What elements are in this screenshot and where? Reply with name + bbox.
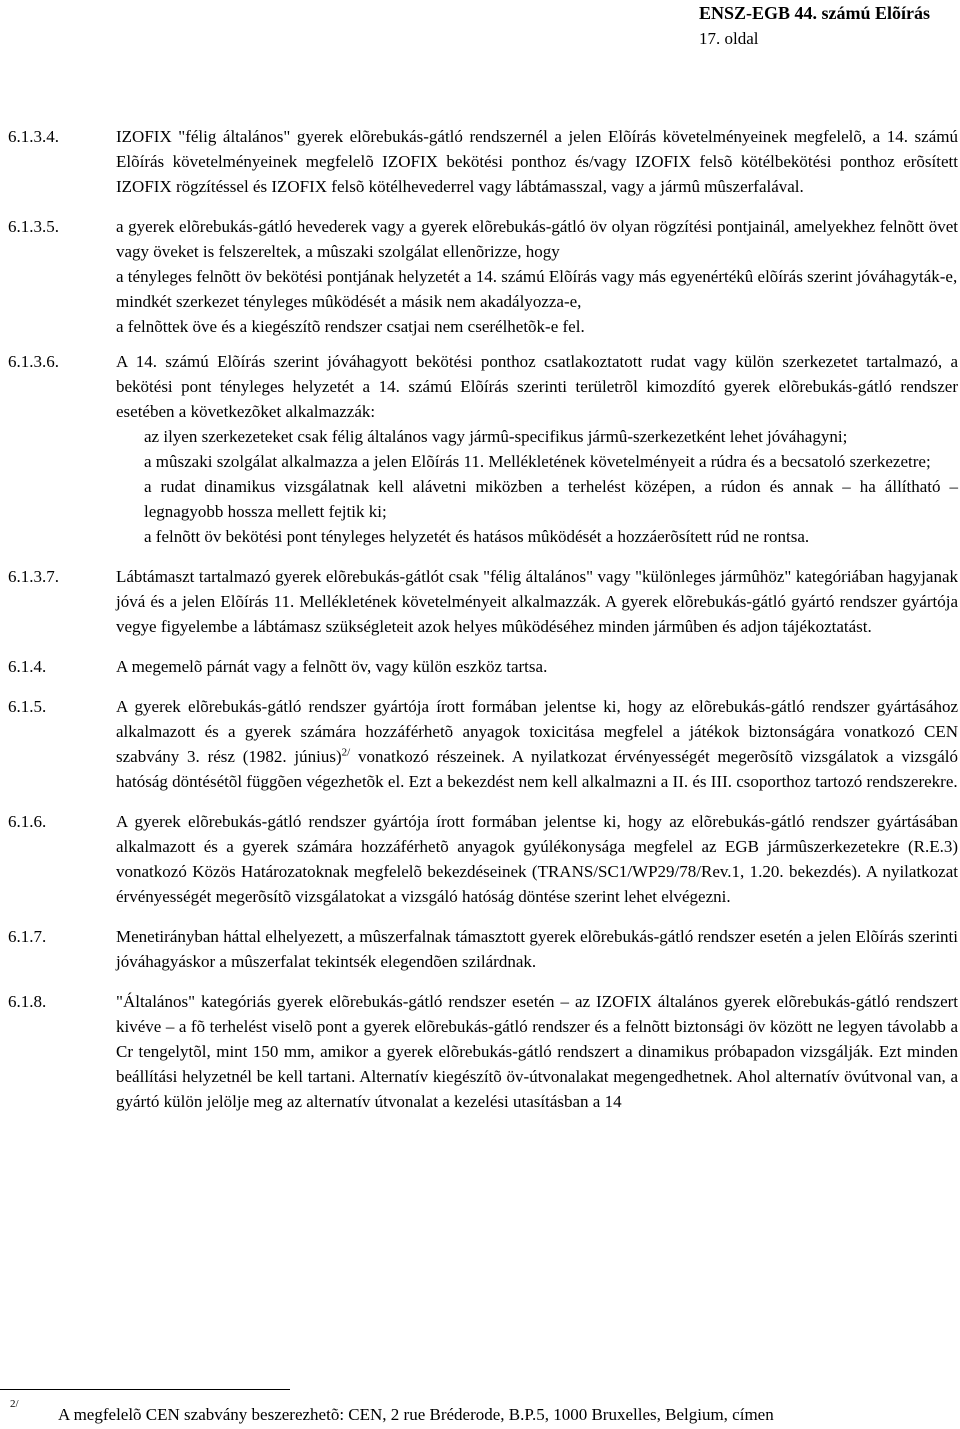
- paragraph-lead: [116, 694, 958, 794]
- paragraph-text: [116, 564, 958, 639]
- footnote-text: A megfelelõ CEN szabvány beszerezhetõ: CEN, 2 rue Bréderode, B.P.5, 1000 Bruxelles, Belgium, címen: [58, 1405, 774, 1424]
- footnote-mark: 2/: [10, 1398, 19, 1410]
- paragraph-6-1-3-7: [8, 564, 958, 639]
- paragraph-lead: A 14. számú Elõírás szerint jóváhagyott bekötési ponthoz csatlakoztatott rudat vagy külön szerkezetet tartalmazó, a bekötési pont tényleges helyzetét a 14. számú Elõírás szerinti területrõl kimozdító gyerek elõrebukás-gátló rendszer esetében a következõket alkalmazzák:: [116, 352, 958, 421]
- list-item: mindkét szerkezet tényleges mûködését a másik nem akadályozza-e,: [116, 292, 582, 311]
- paragraph-number: 6.1.4.: [8, 657, 47, 676]
- paragraph-text: [116, 654, 958, 679]
- footnote: [10, 1398, 950, 1427]
- paragraph-lead: Lábtámaszt tartalmazó gyerek elõrebukás-gátlót csak "félig általános" vagy "különleges jármûhöz" kategóriában hagyjanak jóvá és a jelen Elõírás 11. Mellékletének követelményeit alkalmazzák. A gyerek elõrebukás-gátló gyártó rendszer gyártója vegye figyelembe a lábtámasz szükségleteit azok helyes mûködéséhez minden jármûben és adjon tájékoztatást.: [116, 567, 958, 636]
- paragraph-lead: "Általános" kategóriás gyerek elõrebukás-gátló rendszer esetén – az IZOFIX általános gyerek elõrebukás-gátló rendszert kivéve – a fõ terhelést viselõ pont a gyerek elõrebukás-gátló rendszer és a felnõtt biztonsági öv között ne legyen távolabb a Cr tengelytõl, mint 150 mm, amikor a gyerek elõrebukás-gátló rendszert a dinamikus próbapadon vizsgálják. Ezt minden beállítási helyzetnél be kell tartani. Alternatív kiegészítõ öv-útvonalakat megengedhetnek. Ahol alternatív övútvonal van, a gyártó külön jelölje meg az alternatív útvonalat a kezelési utasításban a 14: [116, 992, 958, 1111]
- footnote-separator: [0, 1389, 290, 1390]
- paragraph-6-1-8: [8, 989, 958, 1114]
- document-title: ENSZ-EGB 44. számú Elõírás: [698, 3, 930, 23]
- list-item: a tényleges felnõtt öv bekötési pontjának helyzetét a 14. számú Elõírás vagy más egyenértékû elõírás szerint jóváhagyták-e,: [116, 267, 958, 286]
- paragraph-number: 6.1.3.4.: [8, 127, 59, 146]
- paragraph-6-1-7: [8, 924, 958, 974]
- paragraph-number: 6.1.8.: [8, 992, 47, 1011]
- paragraph-lead: A megemelõ párnát vagy a felnõtt öv, vagy külön eszköz tartsa.: [116, 657, 548, 676]
- paragraph-6-1-4: [8, 654, 958, 679]
- paragraph-lead: a gyerek elõrebukás-gátló hevederek vagy a gyerek elõrebukás-gátló öv olyan rögzítési pontjainál, amelyekhez felnõtt övet vagy öveket is felszereltek, a mûszaki szolgálat ellenõrizze, hogy: [116, 217, 958, 261]
- paragraph-text: [116, 989, 958, 1114]
- list-item: a rudat dinamikus vizsgálatnak kell alávetni miközben a terhelést középen, a rúdon és annak – ha állítható – legnagyobb hossza mellett fejtik ki;: [144, 477, 958, 521]
- paragraph-lead: Menetirányban háttal elhelyezett, a mûszerfalnak támasztott gyerek elõrebukás-gátló rendszer esetén a jelen Elõírás szerinti jóváhagyáskor a mûszerfalat tekintsék elegendõen szilárdnak.: [116, 927, 958, 971]
- paragraph-6-1-3-6: [8, 349, 958, 549]
- paragraph-text: [116, 924, 958, 974]
- paragraph-number: 6.1.6.: [8, 812, 47, 831]
- paragraph-number: 6.1.7.: [8, 927, 47, 946]
- paragraph-6-1-3-5: [8, 214, 958, 339]
- list-item: a felnõtt öv bekötési pont tényleges helyzetét és hatásos mûködését a hozzáerõsített rúd ne rontsa.: [144, 527, 810, 546]
- paragraph-number: 6.1.5.: [8, 697, 47, 716]
- text-before-footnote: A gyerek elõrebukás-gátló rendszer gyártója írott formában jelentse ki, hogy az elõrebukás-gátló rendszer gyártásához alkalmazott és a gyerek számára hozzáférhetõ anyagok toxicitása megfelel a játékok biztonságára vonatkozó CEN szabvány 3. rész (1982. június): [116, 697, 958, 766]
- list-item: a felnõttek öve és a kiegészítõ rendszer csatjai nem cserélhetõk-e fel.: [116, 317, 585, 336]
- page-number: 17. oldal: [698, 29, 759, 48]
- paragraph-lead: IZOFIX "félig általános" gyerek elõrebukás-gátló rendszernél a jelen Elõírás követelményeinek megfelelõ, a 14. számú Elõírás követelményeinek megfelelõ IZOFIX bekötési ponthoz és/vagy IZOFIX felsõ kötélbekötési ponthoz erõsített IZOFIX rögzítéssel és IZOFIX felsõ kötélhevederrel vagy lábtámasszal, vagy a jármû mûszerfalával.: [116, 127, 958, 196]
- paragraph-text: [116, 214, 958, 339]
- paragraph-text: [116, 124, 958, 199]
- paragraph-6-1-5: [8, 694, 958, 794]
- list-item: az ilyen szerkezeteket csak félig általános vagy jármû-specifikus jármû-szerkezetként lehet jóváhagyni;: [144, 427, 848, 446]
- paragraph-number: 6.1.3.6.: [8, 352, 59, 371]
- paragraph-6-1-6: [8, 809, 958, 909]
- footnote-reference: 2/: [341, 746, 351, 759]
- paragraph-lead: A gyerek elõrebukás-gátló rendszer gyártója írott formában jelentse ki, hogy az elõrebukás-gátló rendszer gyártásában alkalmazott és a gyerek számára hozzáférhetõ anyagok gyúlékonysága megfelel az EGB jármûszerkezetekre (R.E.3) vonatkozó Közös Határozatoknak megfelelõ bekezdéseinek (TRANS/SC1/WP29/78/Rev.1, 1.20. bekezdés). A nyilatkozat érvényességét megerõsítõ vizsgálatokat a vizsgáló hatóság döntése szerint lehet elvégezni.: [116, 812, 958, 906]
- paragraph-number: 6.1.3.5.: [8, 217, 59, 236]
- paragraph-text: [116, 349, 958, 549]
- document-body: [8, 124, 958, 1114]
- page-header: [699, 0, 930, 52]
- text-after-footnote: vonatkozó részeinek. A nyilatkozat érvényességét megerõsítõ vizsgálatok a vizsgáló hatóság döntésétõl függõen végezhetõk el. Ezt a bekezdést nem kell alkalmazni a II. és III. csoporthoz tartozó rendszerekre.: [116, 747, 958, 791]
- paragraph-text: [116, 694, 958, 794]
- list-item: a mûszaki szolgálat alkalmazza a jelen Elõírás 11. Mellékletének követelményeit a rúdra és a becsatoló szerkezetre;: [144, 452, 931, 471]
- paragraph-number: 6.1.3.7.: [8, 567, 59, 586]
- paragraph-text: [116, 809, 958, 909]
- paragraph-6-1-3-4: [8, 124, 958, 199]
